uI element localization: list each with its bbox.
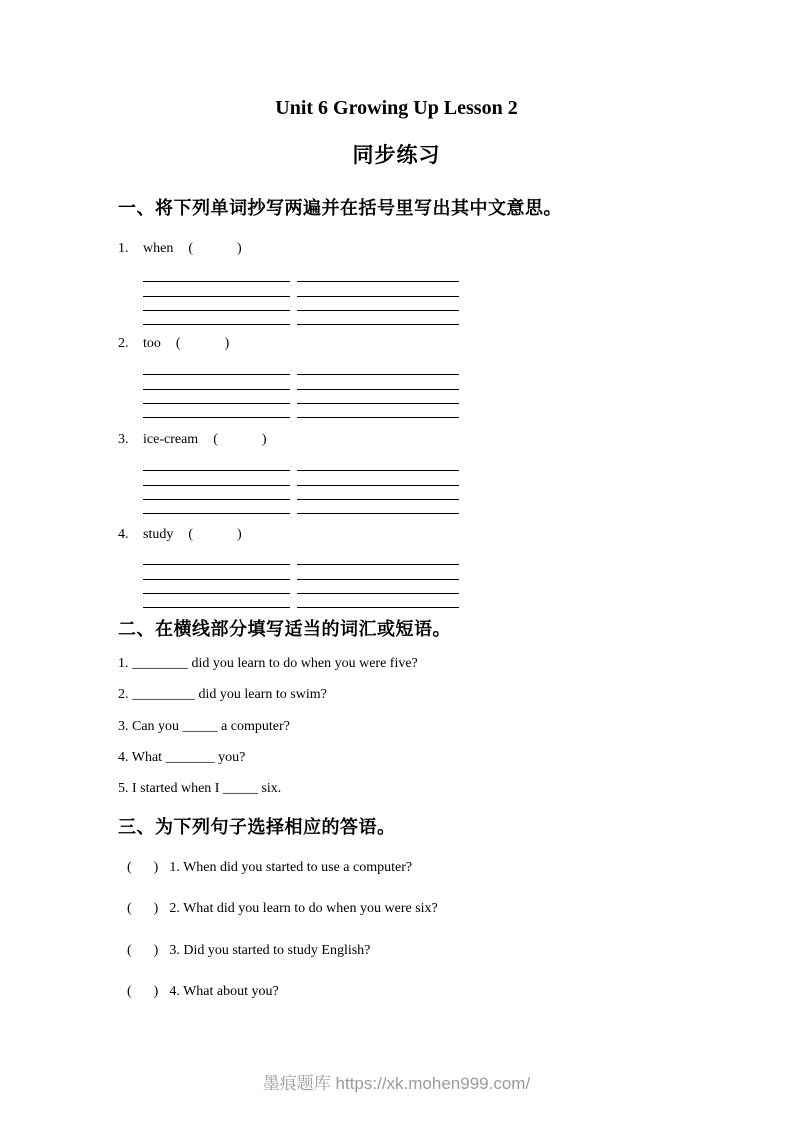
- rule-line: [143, 375, 290, 389]
- copy-lines-4-left-column: [143, 551, 290, 608]
- rule-line: [297, 390, 459, 404]
- copy-lines-1-right-column: [297, 268, 459, 325]
- word-item-3-word: ice-cream: [143, 432, 199, 447]
- copy-lines-3-left-column: [143, 457, 290, 514]
- section2-heading: 二、在横线部分填写适当的词汇或短语。: [118, 619, 451, 639]
- matching-question-2: 2. What did you learn to do when you were six?: [169, 901, 438, 916]
- rule-line: [143, 390, 290, 404]
- paren-open: (: [188, 527, 194, 542]
- rule-line: [143, 486, 290, 500]
- copy-lines-3: [143, 457, 459, 514]
- copy-lines-1-left-column: [143, 268, 290, 325]
- paren-open: (: [188, 241, 193, 256]
- rule-line: [143, 594, 290, 608]
- rule-line: [297, 311, 459, 325]
- fill-blank-sentence-4: 4. What _______ you?: [118, 750, 246, 765]
- rule-line: [143, 580, 290, 594]
- rule-line: [297, 297, 459, 311]
- rule-line: [143, 311, 290, 325]
- paren-close: ): [237, 527, 242, 542]
- copy-lines-1: [143, 268, 459, 325]
- rule-line: [143, 297, 290, 311]
- rule-line: [297, 580, 459, 594]
- fill-blank-sentence-3: 3. Can you _____ a computer?: [118, 719, 290, 734]
- paren-close: ): [153, 901, 159, 916]
- matching-question-4: 4. What about you?: [169, 984, 279, 999]
- paren-close: ): [153, 984, 159, 999]
- rule-line: [297, 486, 459, 500]
- word-item-4-number: 4.: [118, 527, 129, 542]
- rule-line: [297, 404, 459, 418]
- paren-close: ): [224, 336, 230, 351]
- rule-line: [143, 471, 290, 485]
- rule-line: [143, 268, 290, 282]
- rule-line: [297, 471, 459, 485]
- word-item-4-word: study: [143, 527, 174, 542]
- paren-open: (: [127, 943, 132, 958]
- paren-close: ): [153, 860, 159, 875]
- paren-open: (: [175, 336, 181, 351]
- matching-item-2: [127, 901, 438, 917]
- matching-question-1: 1. When did you started to use a computer?: [169, 860, 413, 875]
- rule-line: [143, 551, 290, 565]
- rule-line: [143, 565, 290, 579]
- copy-lines-2-left-column: [143, 361, 290, 418]
- rule-line: [297, 268, 459, 282]
- word-item-3: [118, 432, 267, 448]
- fill-blank-sentence-1: 1. ________ did you learn to do when you were five?: [118, 656, 418, 671]
- word-item-4: [118, 527, 242, 543]
- paren-open: (: [127, 984, 132, 999]
- rule-line: [297, 282, 459, 296]
- paren-open: (: [127, 860, 132, 875]
- fill-blank-sentence-2: 2. _________ did you learn to swim?: [118, 687, 327, 702]
- rule-line: [297, 457, 459, 471]
- paren-close: ): [153, 943, 159, 958]
- rule-line: [143, 282, 290, 296]
- copy-lines-2-right-column: [297, 361, 459, 418]
- rule-line: [297, 500, 459, 514]
- paren-close: ): [237, 241, 242, 256]
- matching-item-4: [127, 984, 279, 1000]
- rule-line: [143, 361, 290, 375]
- rule-line: [297, 375, 459, 389]
- rule-line: [143, 404, 290, 418]
- matching-item-3: [127, 943, 370, 959]
- section3-heading: 三、为下列句子选择相应的答语。: [118, 817, 396, 837]
- word-item-2-word: too: [143, 336, 161, 351]
- page-subtitle: 同步练习: [352, 144, 441, 167]
- rule-line: [297, 551, 459, 565]
- paren-open: (: [213, 432, 218, 447]
- section1-heading: 一、将下列单词抄写两遍并在括号里写出其中文意思。: [118, 198, 562, 218]
- matching-question-3: 3. Did you started to study English?: [169, 943, 371, 958]
- rule-line: [297, 565, 459, 579]
- word-item-1-number: 1.: [118, 241, 129, 256]
- rule-line: [297, 594, 459, 608]
- paren-close: ): [261, 432, 267, 447]
- rule-line: [143, 500, 290, 514]
- matching-item-1: [127, 860, 412, 876]
- page-title: Unit 6 Growing Up Lesson 2: [275, 97, 518, 119]
- paren-open: (: [127, 901, 132, 916]
- rule-line: [297, 361, 459, 375]
- rule-line: [143, 457, 290, 471]
- word-item-3-number: 3.: [118, 432, 129, 447]
- watermark-footer: 墨痕题库 https://xk.mohen999.com/: [262, 1074, 531, 1093]
- word-item-1-word: when: [143, 241, 174, 256]
- copy-lines-4: [143, 551, 459, 608]
- word-item-2: [118, 336, 229, 352]
- copy-lines-2: [143, 361, 459, 418]
- word-item-2-number: 2.: [118, 336, 129, 351]
- word-item-1: [118, 241, 242, 257]
- copy-lines-3-right-column: [297, 457, 459, 514]
- copy-lines-4-right-column: [297, 551, 459, 608]
- fill-blank-sentence-5: 5. I started when I _____ six.: [118, 781, 282, 796]
